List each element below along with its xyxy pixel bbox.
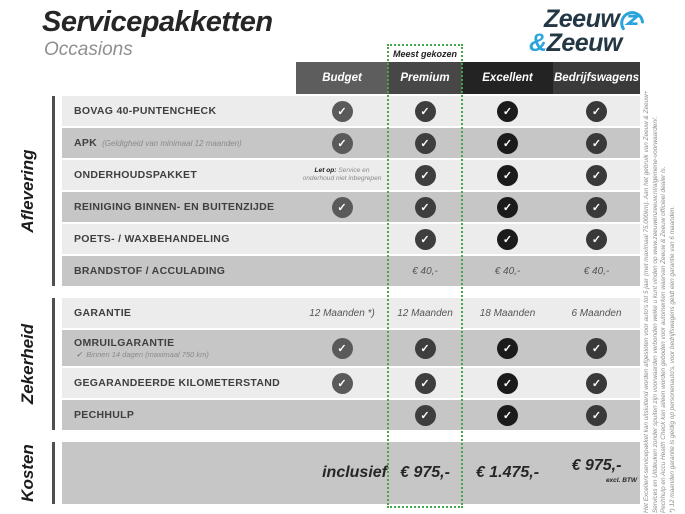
table-row-kosten: [62, 442, 640, 504]
row-label: PECHHULP: [74, 409, 135, 421]
cell-excellent: [462, 298, 553, 328]
check-icon: ✓: [497, 165, 518, 186]
check-icon: ✓: [497, 338, 518, 359]
check-icon: ✓: [332, 133, 353, 154]
cell-budget-empty: [296, 256, 388, 286]
check-icon: ✓: [332, 373, 353, 394]
comparison-table: [62, 62, 640, 504]
note-bold: Let op:: [314, 167, 337, 174]
column-header-budget: Budget: [296, 62, 388, 94]
logo-ampersand: &: [529, 29, 547, 57]
row-label: GEGARANDEERDE KILOMETERSTAND: [74, 377, 280, 389]
cell-budget: [296, 368, 388, 398]
row-label: REINIGING BINNEN- EN BUITENZIJDE: [74, 201, 275, 213]
row-label-cell: [62, 192, 296, 222]
check-icon: ✓: [415, 165, 436, 186]
check-icon: ✓: [415, 197, 436, 218]
logo-z-swoosh-icon: [620, 7, 645, 32]
column-header-premium: Premium: [388, 62, 462, 94]
check-icon: ✓: [332, 338, 353, 359]
row-label: GARANTIE: [74, 307, 132, 319]
check-icon: ✓: [415, 133, 436, 154]
garantie-value: 12 Maanden *): [309, 307, 375, 319]
cell-premium: [388, 192, 462, 222]
table-row-brandstof: [62, 256, 640, 286]
table-header-row: [62, 62, 640, 94]
cell-premium: [388, 224, 462, 254]
logo-word-zeeuw2: Zeeuw: [546, 29, 622, 57]
budget-note: [299, 167, 385, 183]
row-label-cell: [62, 128, 296, 158]
garantie-value: 6 Maanden: [571, 307, 622, 319]
row-label-cell: [62, 368, 296, 398]
cell-bedrijfswagens: [553, 192, 640, 222]
check-icon: ✓: [497, 101, 518, 122]
page-subtitle: Occasions: [44, 39, 133, 60]
cell-bedrijfswagens: [553, 400, 640, 430]
check-icon: ✓: [415, 229, 436, 250]
check-icon: ✓: [415, 338, 436, 359]
table-row-bovag: [62, 96, 640, 126]
cell-budget: [296, 96, 388, 126]
meest-gekozen-badge: Meest gekozen: [389, 46, 461, 62]
cell-premium: [388, 330, 462, 366]
check-icon: ✓: [415, 101, 436, 122]
section-label-kosten: Kosten: [18, 444, 37, 502]
row-label-cell: [62, 330, 296, 366]
cell-budget-empty: [296, 224, 388, 254]
cell-budget: [296, 298, 388, 328]
cell-premium: [388, 96, 462, 126]
page-title: Servicepakketten: [42, 6, 273, 38]
check-icon: ✓: [497, 229, 518, 250]
cell-bedrijfswagens: [553, 442, 640, 504]
price-value: € 40,-: [412, 265, 438, 277]
cell-budget: [296, 128, 388, 158]
row-label: BRANDSTOF / ACCULADING: [74, 265, 226, 277]
logo-line2: [529, 29, 645, 57]
row-label: BOVAG 40-PUNTENCHECK: [74, 105, 217, 117]
table-row-kilometerstand: [62, 368, 640, 398]
section-zekerheid: [62, 298, 640, 430]
check-icon: ✓: [497, 405, 518, 426]
garantie-value: 18 Maanden: [479, 307, 536, 319]
cell-excellent: [462, 442, 553, 504]
check-icon: ✓: [586, 338, 607, 359]
cell-excellent: [462, 224, 553, 254]
check-icon: ✓: [332, 197, 353, 218]
check-icon: ✓: [497, 197, 518, 218]
row-label-cell: [62, 298, 296, 328]
section-divider-bar: [52, 442, 55, 504]
cell-budget: [296, 192, 388, 222]
check-icon: ✓: [586, 133, 607, 154]
row-label-cell: [62, 256, 296, 286]
footnote-line: Het Excellent-servicepakket kan uitsluitend worden afgesloten voor auto's tot 5 jaar (met maximaal 75.000km). Aan het gebruik van Zeeuw & Zeeuw+: [643, 90, 650, 513]
cell-excellent: [462, 160, 553, 190]
table-row-reiniging: [62, 192, 640, 222]
logo-word-zeeuw: Zeeuw: [544, 5, 620, 33]
cell-premium: [388, 442, 462, 504]
price-excellent: € 1.475,-: [475, 464, 540, 481]
cell-excellent: [462, 96, 553, 126]
price-value: € 40,-: [583, 265, 610, 277]
cell-excellent: [462, 330, 553, 366]
note-text: Service en onderhoud niet inbegrepen: [302, 167, 382, 182]
cell-excellent: [462, 368, 553, 398]
cell-budget: [296, 330, 388, 366]
table-row-omruilgarantie: [62, 330, 640, 366]
check-icon: ✓: [586, 197, 607, 218]
check-icon: ✓: [586, 229, 607, 250]
column-header-excellent: Excellent: [462, 62, 553, 94]
cell-premium: [388, 128, 462, 158]
cell-premium: [388, 298, 462, 328]
cell-premium: [388, 256, 462, 286]
cell-budget: [296, 442, 388, 504]
row-label: APK: [74, 137, 98, 149]
check-icon: ✓: [497, 133, 518, 154]
cell-bedrijfswagens: [553, 224, 640, 254]
check-icon: ✓: [586, 101, 607, 122]
row-label-cell: [62, 400, 296, 430]
row-label-cell: [62, 96, 296, 126]
check-icon: ✓: [415, 405, 436, 426]
cell-excellent: [462, 192, 553, 222]
check-icon: ✓: [586, 373, 607, 394]
row-label: OMRUILGARANTIE: [74, 337, 175, 349]
cell-budget-empty: [296, 400, 388, 430]
cell-premium: [388, 400, 462, 430]
header-spacer: [62, 62, 296, 94]
section-divider-bar: [52, 298, 55, 430]
row-label: POETS- / WAXBEHANDELING: [74, 233, 230, 245]
table-row-apk: [62, 128, 640, 158]
price-bedrijfswagens: € 975,-: [571, 457, 622, 474]
inclusief-label: inclusief: [322, 464, 387, 481]
row-label: ONDERHOUDSPAKKET: [74, 169, 198, 181]
check-icon: ✓: [586, 405, 607, 426]
row-sub-note: [74, 350, 209, 359]
cell-premium: [388, 160, 462, 190]
table-row-pechhulp: [62, 400, 640, 430]
row-label-note: (Geldigheid van minimaal 12 maanden): [102, 138, 242, 148]
cell-excellent: [462, 256, 553, 286]
small-check-icon: ✓: [76, 350, 83, 359]
garantie-value: 12 Maanden: [397, 307, 453, 319]
row-label-cell: [62, 442, 296, 504]
sub-note-text: Binnen 14 dagen (maximaal 750 km): [86, 350, 209, 359]
cell-bedrijfswagens: [553, 330, 640, 366]
footnote-line: *) 12 maanden garantie is geldig op personenauto's, voor bedrijfswagens geldt een garantie van 6 maanden.: [668, 205, 676, 513]
check-icon: ✓: [332, 101, 353, 122]
cell-excellent: [462, 128, 553, 158]
zeeuw-en-zeeuw-logo: [529, 7, 645, 55]
cell-bedrijfswagens: [553, 96, 640, 126]
btw-note: excl. BTW: [605, 477, 637, 484]
cell-premium: [388, 368, 462, 398]
section-kosten: [62, 442, 640, 504]
cell-bedrijfswagens: [553, 128, 640, 158]
cell-budget: [296, 160, 388, 190]
table-row-poets-wax: [62, 224, 640, 254]
column-header-bedrijfswagens: Bedrijfswagens: [553, 62, 640, 94]
row-label-cell: [62, 224, 296, 254]
cell-bedrijfswagens: [553, 256, 640, 286]
row-label-cell: [62, 160, 296, 190]
cell-bedrijfswagens: [553, 368, 640, 398]
section-aflevering: [62, 96, 640, 286]
section-label-aflevering: Aflevering: [18, 149, 37, 233]
footnote-line: Services en Uitdeuken zonder spuiten zijn voorwaarden verbonden welke u kunt vinden op www.zeeuwenzeeuw.nl/algemene-voorwaarden/.: [651, 116, 659, 513]
cell-bedrijfswagens: [553, 160, 640, 190]
table-row-onderhoudspakket: [62, 160, 640, 190]
footnote-line: Pechhulp en Accu Health Check kan alleen worden geboden voor automerken waarvan Zeeuw & Zeeuw officieel dealer is.: [660, 166, 668, 513]
footnote-disclaimer: [643, 63, 679, 513]
check-icon: ✓: [415, 373, 436, 394]
section-label-zekerheid: Zekerheid: [18, 323, 37, 405]
price-premium: € 975,-: [400, 464, 450, 481]
section-divider-bar: [52, 96, 55, 286]
check-icon: ✓: [586, 165, 607, 186]
cell-bedrijfswagens: [553, 298, 640, 328]
check-icon: ✓: [497, 373, 518, 394]
cell-excellent: [462, 400, 553, 430]
table-row-garantie: [62, 298, 640, 328]
title-block: [42, 6, 273, 61]
price-value: € 40,-: [494, 265, 521, 277]
